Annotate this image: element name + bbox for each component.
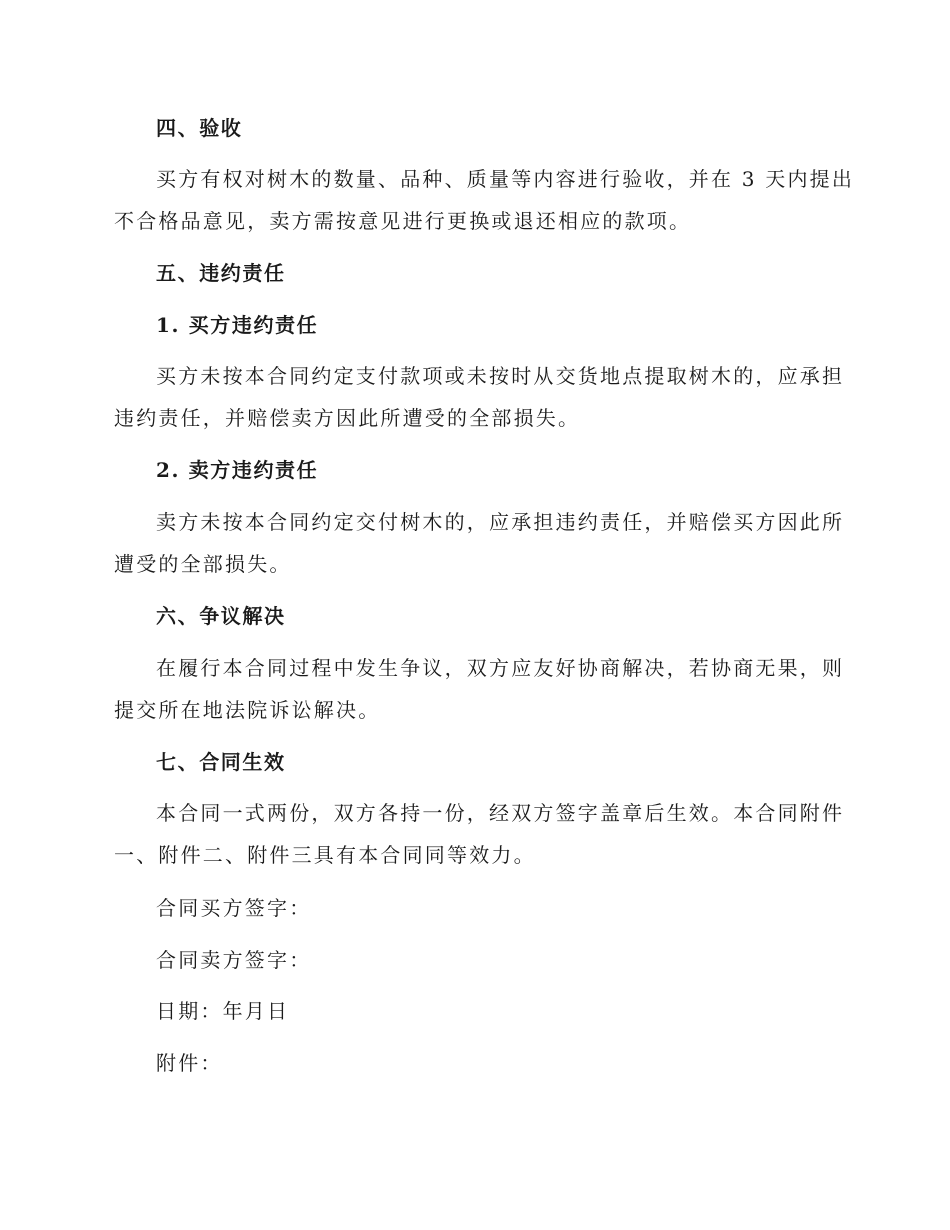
buyer-liability-line-1: 买方未按本合同约定支付款项或未按时从交货地点提取树木的，应承担	[156, 364, 845, 388]
dispute-paragraph-line-2: 提交所在地法院诉讼解决。	[114, 698, 381, 722]
section-heading-liability: 五、违约责任	[156, 261, 286, 285]
seller-liability-line-1: 卖方未按本合同约定交付树木的，应承担违约责任，并赔偿买方因此所	[156, 510, 845, 534]
buyer-signature-label: 合同买方签字：	[156, 896, 312, 920]
attachment-label: 附件：	[156, 1051, 223, 1075]
acceptance-paragraph-line-1: 买方有权对树木的数量、品种、质量等内容进行验收，并在 3 天内提出	[156, 167, 855, 191]
subheading-seller-liability: 2. 卖方违约责任	[156, 458, 319, 482]
effectiveness-paragraph-line-2: 一、附件二、附件三具有本合同同等效力。	[114, 843, 536, 867]
buyer-liability-line-2: 违约责任，并赔偿卖方因此所遭受的全部损失。	[114, 406, 581, 430]
seller-liability-line-2: 遭受的全部损失。	[114, 552, 292, 576]
effectiveness-paragraph-line-1: 本合同一式两份，双方各持一份，经双方签字盖章后生效。本合同附件	[156, 801, 845, 825]
subheading-buyer-liability: 1. 买方违约责任	[156, 313, 319, 337]
seller-signature-label: 合同卖方签字：	[156, 948, 312, 972]
date-label: 日期：年月日	[156, 999, 290, 1023]
section-heading-effectiveness: 七、合同生效	[156, 750, 286, 774]
dispute-paragraph-line-1: 在履行本合同过程中发生争议，双方应友好协商解决，若协商无果，则	[156, 656, 845, 680]
section-heading-acceptance: 四、验收	[156, 116, 243, 140]
section-heading-dispute: 六、争议解决	[156, 604, 286, 628]
acceptance-paragraph-line-2: 不合格品意见，卖方需按意见进行更换或退还相应的款项。	[114, 209, 692, 233]
